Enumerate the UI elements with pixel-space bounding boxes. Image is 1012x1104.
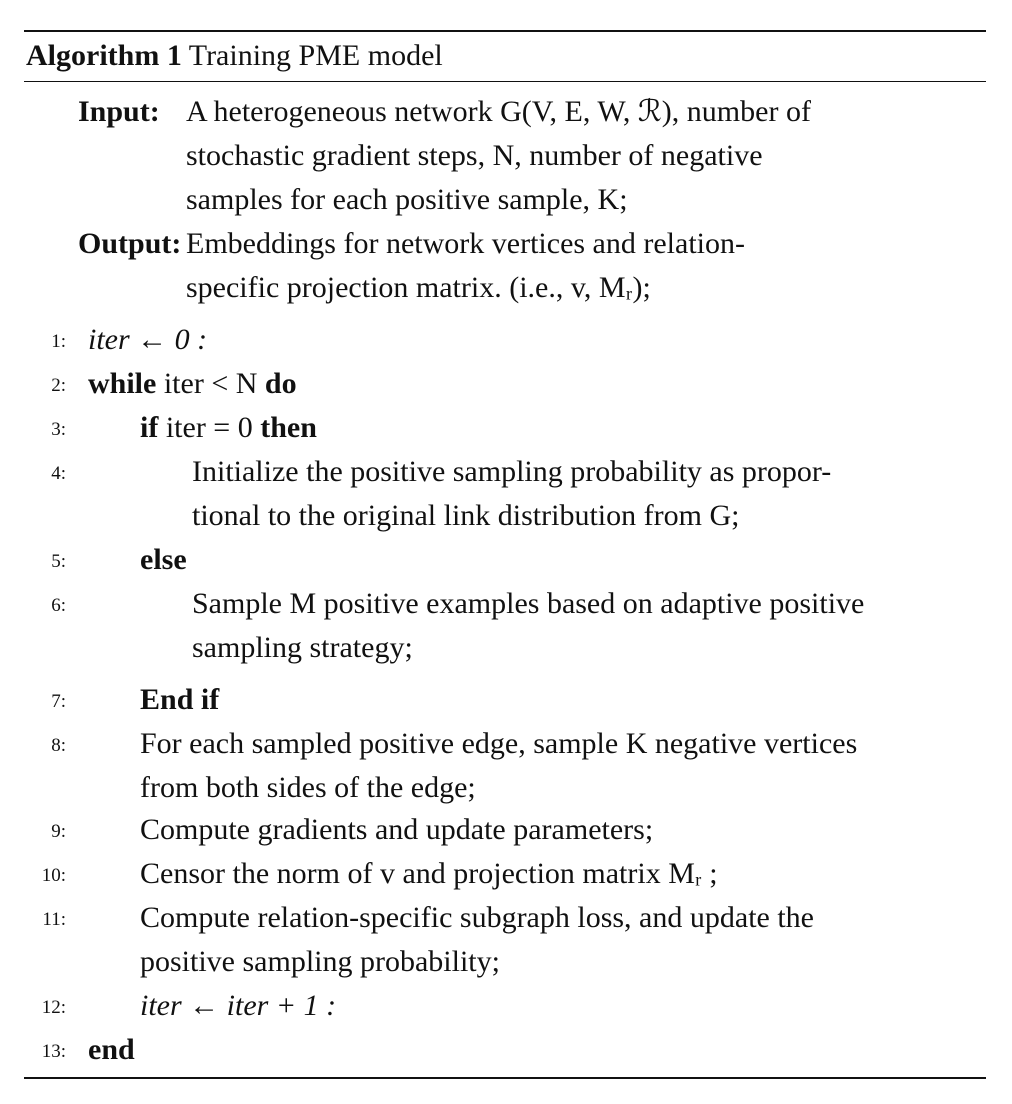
step-1: iter ← 0 : [88, 323, 208, 356]
line-number-12: 12: [41, 997, 66, 1018]
algorithm-title: Training PME model [188, 39, 443, 72]
keyword-end-if: End if [140, 683, 220, 716]
line-number-4: 4: [51, 463, 66, 484]
line-number-10: 10: [41, 865, 66, 886]
step-4-line-2: tional to the original link distribution from G; [192, 499, 740, 532]
step-6 [192, 582, 864, 670]
step-3 [140, 406, 317, 450]
step-11-line-1: Compute relation-specific subgraph loss, and update the [140, 901, 814, 934]
output-label: Output: [78, 227, 182, 260]
step-4-line-1: Initialize the positive sampling probability as propor- [192, 455, 832, 488]
line-number-9: 9: [51, 821, 66, 842]
line-number-2: 2: [51, 375, 66, 396]
line-number-3: 3: [51, 419, 66, 440]
step-8-line-2: from both sides of the edge; [140, 771, 476, 804]
line-number-1: 1: [51, 331, 66, 352]
step-10: Censor the norm of v and projection matrix Mᵣ ; [140, 857, 718, 890]
top-rule [24, 30, 986, 32]
algorithm-label: Algorithm 1 [26, 39, 182, 72]
step-2-condition: iter < N [156, 367, 265, 400]
step-2 [88, 362, 297, 406]
input-line-1: A heterogeneous network G(V, E, W, ℛ), number of [186, 95, 811, 128]
input-label: Input: [78, 95, 160, 128]
step-8 [140, 722, 857, 810]
input-line-2: stochastic gradient steps, N, number of negative [186, 139, 763, 172]
step-4 [192, 450, 831, 538]
keyword-while: while [88, 367, 157, 400]
output-line-1: Embeddings for network vertices and relation- [186, 227, 745, 260]
keyword-else: else [140, 543, 187, 576]
step-3-condition: iter = 0 [158, 411, 261, 444]
caption-rule [24, 81, 986, 82]
bottom-rule [24, 1077, 986, 1079]
keyword-then: then [260, 411, 317, 444]
input-text [186, 90, 811, 222]
keyword-if: if [140, 411, 159, 444]
step-6-line-2: sampling strategy; [192, 631, 413, 664]
line-number-7: 7: [51, 691, 66, 712]
step-11-line-2: positive sampling probability; [140, 945, 500, 978]
line-number-6: 6: [51, 595, 66, 616]
output-line-2: specific projection matrix. (i.e., v, Mᵣ); [186, 271, 651, 304]
line-number-8: 8: [51, 735, 66, 756]
line-number-5: 5: [51, 551, 66, 572]
step-6-line-1: Sample M positive examples based on adaptive positive [192, 587, 865, 620]
line-number-11: 11: [42, 909, 66, 930]
step-8-line-1: For each sampled positive edge, sample K negative vertices [140, 727, 858, 760]
step-11 [140, 896, 814, 984]
step-12: iter ← iter + 1 : [140, 989, 337, 1022]
line-number-13: 13: [41, 1041, 66, 1062]
algorithm-caption [26, 36, 443, 76]
step-9: Compute gradients and update parameters; [140, 813, 654, 846]
input-line-3: samples for each positive sample, K; [186, 183, 628, 216]
output-text [186, 222, 745, 310]
keyword-do: do [264, 367, 297, 400]
keyword-end: end [88, 1033, 135, 1066]
